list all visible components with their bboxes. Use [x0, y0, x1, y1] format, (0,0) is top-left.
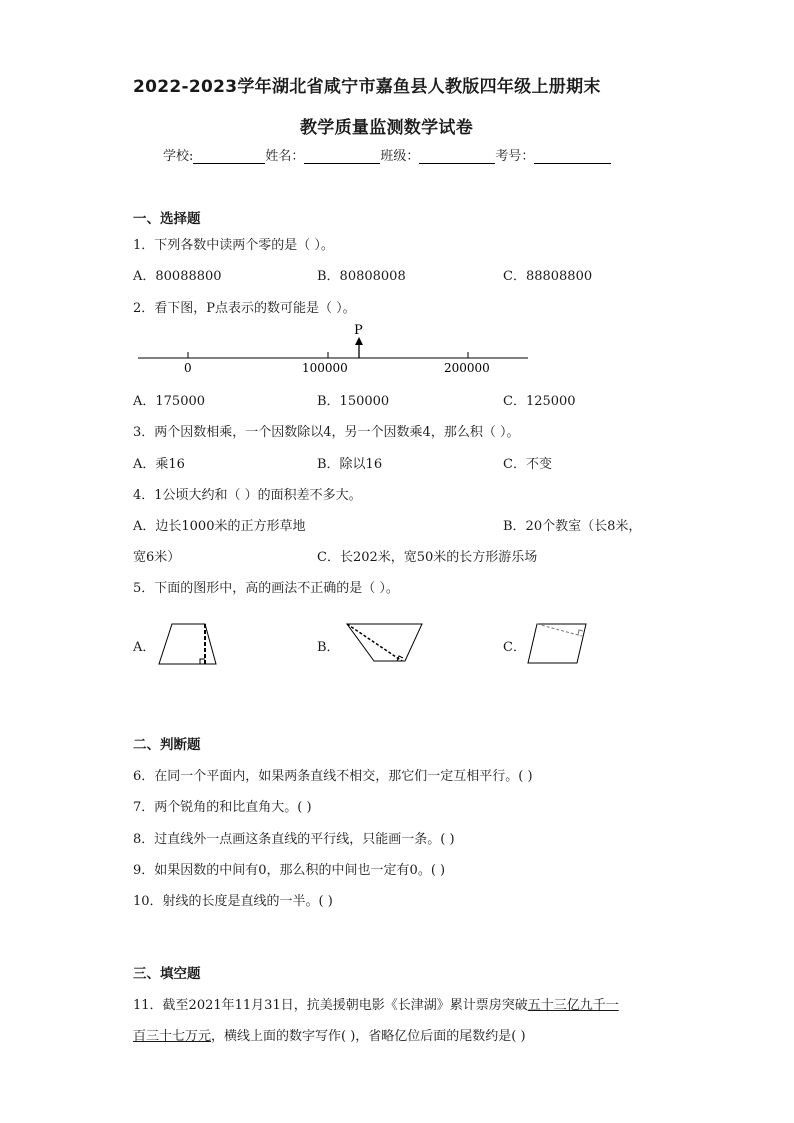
point-p-label: P — [354, 323, 363, 338]
question-2-option-b[interactable]: B．150000 — [317, 394, 390, 409]
tick-label-0: 0 — [184, 361, 192, 375]
question-4-option-b-cont: 宽6米） — [133, 550, 181, 565]
question-1-option-b[interactable]: B．80808008 — [317, 269, 406, 284]
question-5-stem: 5．下面的图形中，高的画法不正确的是（ ）。 — [133, 581, 399, 596]
question-4-option-a[interactable]: A．边长1000米的正方形草地 — [133, 519, 306, 534]
question-11-underlined-number: 五十三亿九千一 — [527, 998, 619, 1013]
class-blank[interactable] — [419, 149, 495, 164]
number-line-figure — [130, 320, 540, 380]
question-7: 7．两个锐角的和比直角大。( ) — [133, 800, 312, 815]
question-11-text-cont: ，横线上面的数字写作( )，省略亿位后面的尾数约是( ) — [211, 1029, 526, 1044]
question-1-option-a[interactable]: A．80088800 — [133, 269, 222, 284]
tick-label-200000: 200000 — [444, 361, 490, 375]
question-2-option-a[interactable]: A．175000 — [133, 394, 206, 409]
question-3-option-b[interactable]: B．除以16 — [317, 457, 383, 472]
question-5-option-c[interactable]: C． — [503, 640, 526, 655]
id-blank[interactable] — [534, 149, 611, 164]
exam-title-line1: 2022-2023学年湖北省咸宁市嘉鱼县人教版四年级上册期末 — [133, 77, 601, 97]
question-2-stem: 2．看下图，P点表示的数可能是（ ）。 — [133, 301, 356, 316]
question-11-underlined-number-cont: 百三十七万元 — [133, 1029, 212, 1044]
section-heading-judge: 二、判断题 — [133, 737, 201, 753]
school-label: 学校: — [163, 149, 194, 164]
question-3-option-a[interactable]: A．乘16 — [133, 457, 185, 472]
parallelogram-height-figure-c — [525, 620, 589, 666]
id-label: 考号： — [495, 149, 535, 164]
question-6: 6．在同一个平面内，如果两条直线不相交，那它们一定互相平行。( ) — [133, 769, 533, 784]
exam-title-line2: 教学质量监测数学试卷 — [300, 118, 473, 138]
question-5-option-b[interactable]: B． — [317, 640, 340, 655]
question-11-line2 — [133, 1025, 526, 1044]
point-p-arrow-head — [355, 337, 363, 345]
name-blank[interactable] — [304, 149, 380, 164]
question-2-option-c[interactable]: C．125000 — [503, 394, 576, 409]
tick-label-100000: 100000 — [302, 361, 348, 375]
name-label: 姓名： — [265, 149, 305, 164]
question-4-option-c[interactable]: C．长202米，宽50米的长方形游乐场 — [317, 550, 538, 565]
trapezoid-height-figure-a — [155, 620, 221, 668]
question-9: 9．如果因数的中间有0，那么积的中间也一定有0。( ) — [133, 863, 446, 878]
question-3-stem: 3．两个因数相乘，一个因数除以4，另一个因数乘4，那么积（ ）。 — [133, 425, 520, 440]
question-1-stem: 1．下列各数中读两个零的是（ ）。 — [133, 238, 334, 253]
section-heading-choice: 一、选择题 — [133, 211, 201, 227]
question-3-option-c[interactable]: C．不变 — [503, 457, 552, 472]
section-heading-fill: 三、填空题 — [133, 966, 201, 982]
question-5-option-a[interactable]: A． — [133, 640, 156, 655]
question-8: 8．过直线外一点画这条直线的平行线，只能画一条。( ) — [133, 832, 455, 847]
student-info-line — [163, 145, 611, 164]
class-label: 班级： — [380, 149, 420, 164]
question-4-stem: 4．1公顷大约和（ ）的面积差不多大。 — [133, 488, 362, 503]
trapezoid-height-figure-b — [343, 620, 425, 666]
question-11-text: 11．截至2021年11月31日，抗美援朝电影《长津湖》累计票房突破 — [133, 998, 528, 1013]
question-1-option-c[interactable]: C．88808800 — [503, 269, 593, 284]
question-10: 10．射线的长度是直线的一半。( ) — [133, 894, 333, 909]
question-11-line1 — [133, 994, 619, 1013]
question-4-option-b[interactable]: B．20个教室（长8米， — [503, 519, 642, 534]
school-blank[interactable] — [193, 149, 265, 164]
